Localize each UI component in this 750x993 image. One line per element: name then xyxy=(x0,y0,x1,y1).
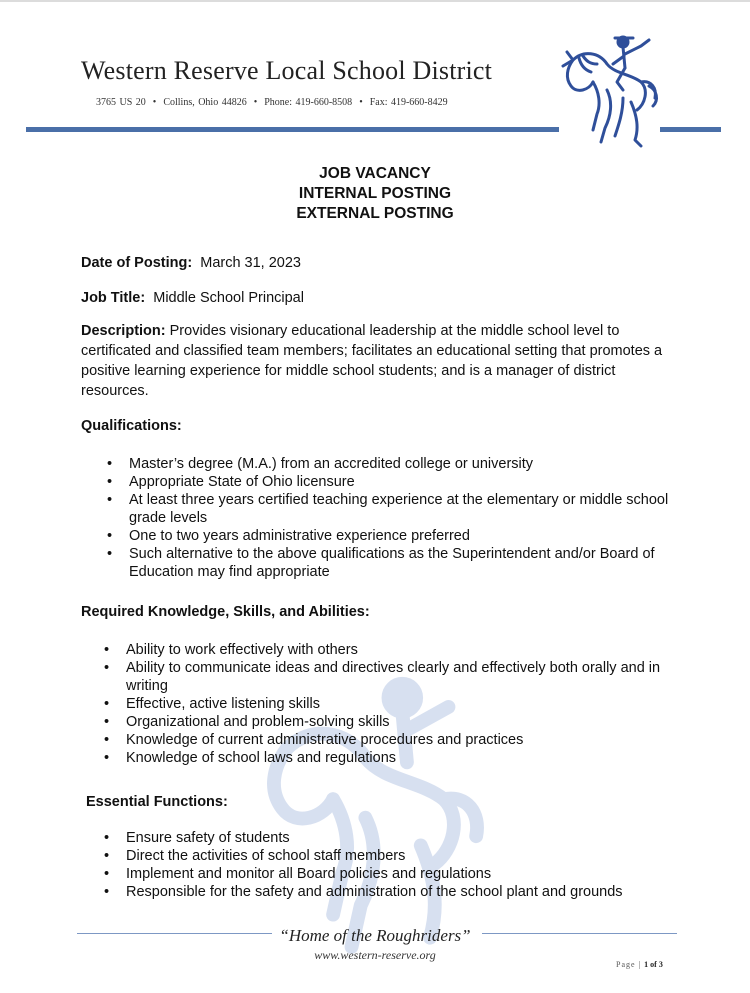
bullet: • xyxy=(107,474,113,490)
list-item xyxy=(107,473,669,491)
list-item xyxy=(107,527,669,545)
list-item-text: Master’s degree (M.A.) from an accredited college or university xyxy=(129,456,534,472)
list-item-text: At least three years certified teaching experience at the elementary or middle school grade levels xyxy=(129,492,669,526)
list-item-text: Direct the activities of school staff members xyxy=(126,848,406,864)
bullet: • xyxy=(107,492,113,508)
page-count: 1 of 3 xyxy=(644,960,663,969)
job-title-value: Middle School Principal xyxy=(153,290,304,306)
letterhead-rule-right xyxy=(660,127,721,132)
heading-internal-posting: INTERNAL POSTING xyxy=(298,185,452,202)
district-name: Western Reserve Local School District xyxy=(81,56,493,85)
fax-number: Fax: 419-660-8429 xyxy=(369,97,448,108)
list-item-text: Appropriate State of Ohio licensure xyxy=(129,474,355,490)
letterhead-rule-left xyxy=(26,127,559,132)
bullet: • xyxy=(104,696,110,712)
footer-motto: “Home of the Roughriders” xyxy=(279,926,471,945)
list-item xyxy=(104,731,686,749)
list-item-text: One to two years administrative experience preferred xyxy=(129,528,470,544)
list-item xyxy=(104,713,686,731)
page-label: Page | xyxy=(616,960,642,969)
list-item xyxy=(104,847,686,865)
list-item xyxy=(107,455,669,473)
qualifications-list xyxy=(107,455,669,581)
list-item-text: Implement and monitor all Board policies and regulations xyxy=(126,866,492,882)
bullet: • xyxy=(104,830,110,846)
footer-website: www.western-reserve.org xyxy=(314,948,436,962)
list-item xyxy=(107,545,669,581)
district-address xyxy=(96,97,448,108)
list-item xyxy=(107,491,669,527)
list-item-text: Knowledge of current administrative procedures and practices xyxy=(126,732,524,748)
top-border xyxy=(0,0,750,2)
job-title-label: Job Title: xyxy=(81,290,146,306)
list-item xyxy=(104,659,686,695)
heading-job-vacancy: JOB VACANCY xyxy=(319,165,431,182)
date-value: March 31, 2023 xyxy=(200,255,301,271)
description-label: Description: xyxy=(81,323,166,339)
bullet: • xyxy=(104,660,110,676)
list-item-text: Ability to work effectively with others xyxy=(126,642,358,658)
bullet: • xyxy=(104,750,110,766)
functions-list xyxy=(104,829,686,901)
street-address: 3765 US 20 xyxy=(96,97,146,108)
list-item-text: Responsible for the safety and administration of the school plant and grounds xyxy=(126,884,623,900)
date-of-posting xyxy=(81,253,301,273)
separator: • xyxy=(152,97,157,108)
roughrider-horse-icon xyxy=(553,30,665,150)
bullet: • xyxy=(104,714,110,730)
list-item-text: Such alternative to the above qualifications as the Superintendent and/or Board of Education may find appropriate xyxy=(129,546,655,580)
bullet: • xyxy=(107,546,113,562)
list-item-text: Knowledge of school laws and regulations xyxy=(126,750,397,766)
list-item-text: Ability to communicate ideas and directives clearly and effectively both orally and in writing xyxy=(126,660,661,694)
skills-list xyxy=(104,641,686,767)
list-item xyxy=(104,829,686,847)
page-number xyxy=(616,960,663,969)
list-item xyxy=(104,641,686,659)
list-item xyxy=(104,695,686,713)
posting-heading xyxy=(0,164,750,224)
bullet: • xyxy=(104,884,110,900)
date-label: Date of Posting: xyxy=(81,255,193,271)
list-item xyxy=(104,883,686,901)
qualifications-title: Qualifications: xyxy=(81,418,182,434)
description xyxy=(81,321,681,401)
bullet: • xyxy=(107,528,113,544)
list-item-text: Ensure safety of students xyxy=(126,830,290,846)
list-item-text: Effective, active listening skills xyxy=(126,696,320,712)
separator: • xyxy=(359,97,363,108)
bullet: • xyxy=(107,456,113,472)
bullet: • xyxy=(104,732,110,748)
list-item xyxy=(104,749,686,767)
job-title xyxy=(81,288,304,308)
skills-title: Required Knowledge, Skills, and Abilities: xyxy=(81,604,370,620)
bullet: • xyxy=(104,642,110,658)
functions-title: Essential Functions: xyxy=(86,794,228,810)
list-item-text: Organizational and problem-solving skills xyxy=(126,714,390,730)
phone-number: Phone: 419-660-8508 xyxy=(264,97,353,108)
description-text: Provides visionary educational leadership at the middle school level to certificated and classified team members; facilitates an educational setting that promotes a positive learning experience for middle school students; and is a manager of district resources. xyxy=(81,323,663,399)
list-item xyxy=(104,865,686,883)
bullet: • xyxy=(104,848,110,864)
separator: • xyxy=(253,97,258,108)
city-state-zip: Collins, Ohio 44826 xyxy=(163,97,247,108)
bullet: • xyxy=(104,866,110,882)
heading-external-posting: EXTERNAL POSTING xyxy=(296,205,454,222)
